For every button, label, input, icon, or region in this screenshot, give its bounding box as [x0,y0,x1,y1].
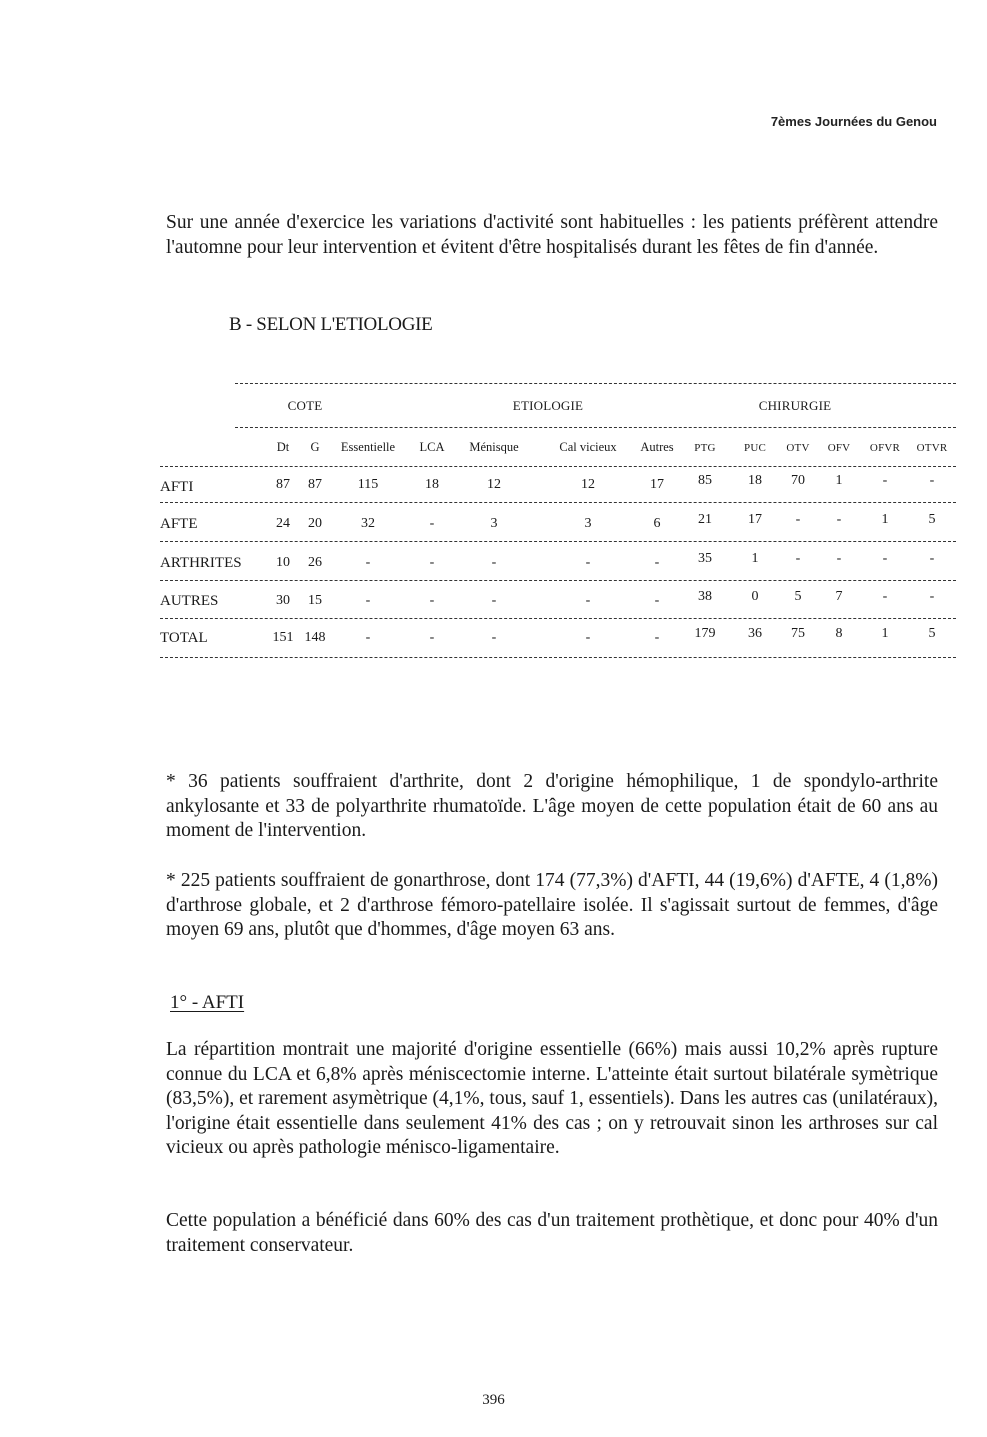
table-row-label: AFTE [160,516,198,532]
table-column-header: OFVR [869,442,901,454]
table-cell: - [429,555,435,570]
table-row-label: TOTAL [160,630,208,646]
table-column-header: Dt [276,440,290,454]
table-cell: 87 [276,477,290,492]
table-cell: - [882,551,888,566]
table-cell: - [836,512,842,527]
table-cell: 179 [694,626,716,641]
table-cell: 30 [276,593,290,608]
table-column-header: OTV [786,442,810,454]
table-cell: 32 [361,516,375,531]
table-column-header: PUC [744,442,766,454]
table-cell: 12 [487,477,501,492]
table-rule [235,427,956,428]
table-cell: - [429,516,435,531]
table-rule [160,466,956,467]
table-cell: - [654,593,660,608]
table-column-header: Essentielle [340,440,396,454]
table-cell: 21 [698,512,712,527]
intro-paragraph: Sur une année d'exercice les variations d'activité sont habituelles : les patients préfèrent attendre l'automne pour leur intervention et évitent d'être hospitalisés durant les fêtes de fin d'année. [166,212,938,258]
table-cell: - [654,555,660,570]
table-rule [160,618,956,619]
table-rule [160,541,956,542]
table-cell: 26 [308,555,322,570]
table-cell: 1 [881,512,889,527]
table-column-header: Ménisque [469,440,519,454]
table-column-header: G [310,440,320,454]
table-cell: - [365,555,371,570]
table-cell: 18 [748,473,762,488]
table-cell: - [585,630,591,645]
section-b-heading: B - SELON L'ETIOLOGIE [229,314,433,335]
table-cell: 5 [928,512,936,527]
table-cell: - [429,630,435,645]
table-cell: - [795,551,801,566]
table-cell: 115 [357,477,379,492]
table-group-header: CHIRURGIE [758,398,832,413]
repartition-paragraph: La répartition montrait une majorité d'origine essentielle (66%) mais aussi 10,2% après rupture connue du LCA et 6,8% après méniscectomie interne. L'atteinte était surtout bilatérale symètrique (83,5%), et rarement asymètrique (4,1%, tous, sauf 1, essentiels). Dans les autres cas (unilatéraux), l'origine était essentielle dans seulement 41% des cas ; on y retrouvait sinon les arthroses sur cal vicieux ou après pathologie ménisco-ligamentaire. [166,1039,938,1158]
table-column-header: Autres [640,440,674,454]
table-cell: 85 [698,473,712,488]
table-rule [160,657,956,658]
table-row-label: AFTI [160,479,194,495]
table-cell: - [795,512,801,527]
table-column-header: OTVR [916,442,948,454]
table-cell: 151 [272,630,294,645]
table-cell: - [585,593,591,608]
table-rule [160,580,956,581]
gonarthrose-paragraph: * 225 patients souffraient de gonarthrose, dont 174 (77,3%) d'AFTI, 44 (19,6%) d'AFTE, 4 (1,8%) d'arthrose globale, et 2 d'arthrose fémoro-patellaire isolée. Il s'agissait surtout de femmes, d'âge moyen 69 ans, plutôt que d'hommes, d'âge moyen 63 ans. [166,870,938,940]
table-cell: - [929,551,935,566]
table-cell: - [491,630,497,645]
table-cell: 20 [308,516,322,531]
running-header: 7èmes Journées du Genou [770,114,937,129]
table-cell: - [654,630,660,645]
table-cell: 17 [650,477,664,492]
table-group-header: ETIOLOGIE [512,398,584,413]
afti-subheading: 1° - AFTI [170,992,245,1013]
table-cell: 1 [751,551,759,566]
population-paragraph: Cette population a bénéficié dans 60% des cas d'un traitement prothètique, et donc pour 40% d'un traitement conservateur. [166,1210,938,1256]
table-cell: - [491,555,497,570]
table-cell: 1 [881,626,889,641]
page-number: 396 [482,1392,505,1408]
table-column-header: Cal vicieux [559,440,617,454]
table-cell: - [929,589,935,604]
table-cell: 6 [653,516,661,531]
table-cell: 75 [791,626,805,641]
table-group-header: COTE [287,398,323,413]
table-cell: - [882,589,888,604]
table-cell: 1 [835,473,843,488]
table-cell: 15 [308,593,322,608]
table-cell: 0 [751,589,759,604]
table-cell: - [365,630,371,645]
table-column-header: LCA [419,440,445,454]
table-column-header: PTG [694,442,716,454]
table-cell: 5 [928,626,936,641]
table-cell: 70 [791,473,805,488]
table-cell: 35 [698,551,712,566]
table-cell: 3 [490,516,498,531]
table-cell: 17 [748,512,762,527]
table-cell: - [836,551,842,566]
table-cell: 5 [794,589,802,604]
table-cell: 18 [425,477,439,492]
table-cell: 8 [835,626,843,641]
table-cell: - [929,473,935,488]
table-cell: 3 [584,516,592,531]
table-cell: 36 [748,626,762,641]
table-row-label: ARTHRITES [160,555,242,571]
table-cell: - [429,593,435,608]
table-cell: 12 [581,477,595,492]
table-cell: 7 [835,589,843,604]
table-cell: - [365,593,371,608]
arthrite-paragraph: * 36 patients souffraient d'arthrite, dont 2 d'origine hémophilique, 1 de spondylo-arthrite ankylosante et 33 de polyarthrite rhumatoïde. L'âge moyen de cette population était de 60 ans au moment de l'intervention. [166,771,938,841]
table-row-label: AUTRES [160,593,219,609]
table-cell: 24 [276,516,290,531]
table-cell: - [882,473,888,488]
table-cell: - [585,555,591,570]
table-cell: 87 [308,477,322,492]
table-column-header: OFV [827,442,851,454]
etiology-table [160,380,956,670]
table-cell: 10 [276,555,290,570]
table-cell: - [491,593,497,608]
table-rule [235,383,956,384]
table-cell: 38 [698,589,712,604]
table-cell: 148 [304,630,326,645]
table-rule [160,502,956,503]
